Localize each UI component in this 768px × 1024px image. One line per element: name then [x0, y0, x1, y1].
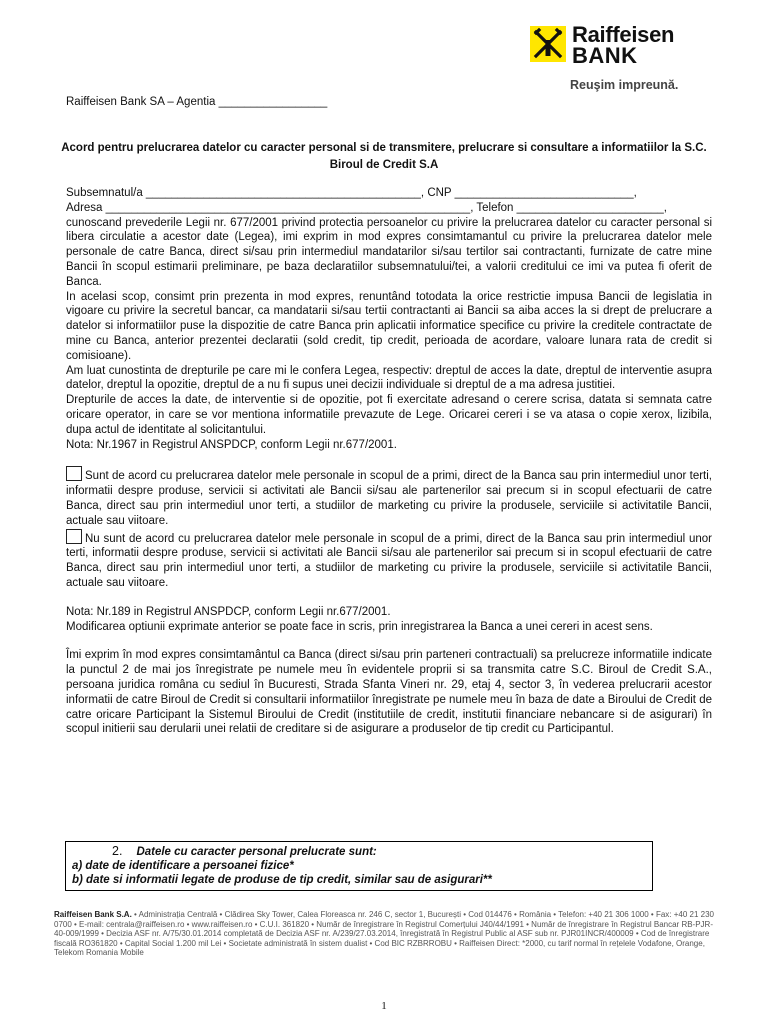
section-2-box [65, 841, 653, 891]
note-registry-1: Nota: Nr.1967 in Registrul ANSPDCP, conform Legii nr.677/2001. [66, 438, 397, 451]
agree-checkbox[interactable] [66, 466, 82, 481]
paragraph-credit-bureau: Îmi exprim în mod expres consimtamântul ca Banca (direct si/sau prin parteneri contractuali) sa prelucreze informatiile indicate la punctul 2 de mai jos înregistrate pe numele meu în evidentele proprii si sa transmita catre S.C. Biroul de Credit S.A., persoana juridica româna cu sediul în Bucuresti, Strada Sfanta Vineri nr. 29, etaj 4, sector 3, în vederea prelucrarii acestor informatii de catre Biroul de Credit si consultarii informatiilor înregistrate pe numele meu în baza de date a Biroului de Credit de catre oricare Participant la Sistemul Biroului de Credit (institutiile de credit, institutii financiare nebancare si de asigurari) în scopul initierii sau derularii unei relatii de creditare si de asigurare a produselor de tip credit cu Participantul. [66, 649, 712, 736]
document-body [66, 186, 712, 737]
paragraph-rights-exercise: Drepturile de acces la date, de interventie si de opozitie, pot fi exercitate adresand o cerere scrisa, datata si semnata catre oricare operator, in care se vor mentiona informatiile prevazute de Lege. Oricarei cereri i se va atasa o copie xerox, lizibila, dupa actul de identitate al solicitantului. [66, 394, 712, 436]
option-agree-text: Sunt de acord cu prelucrarea datelor mele personale in scopul de a primi, direct de la Banca sau prin intermediul unor terti, informatii despre produse, servicii si activitati ale Bancii si/sau ale partenerilor sai precum si in scopul efectuarii de catre Banca, direct sau prin intermediul unor terti, a studiilor de marketing cu privire la produsele, serviciile si activitatile Bancii, actuale sau viitoare. [66, 470, 712, 527]
raiffeisen-gable-cross-icon [530, 26, 566, 62]
paragraph-consent-law: cunoscand prevederile Legii nr. 677/2001 privind protectia persoanelor cu privire la prelucrarea datelor cu caracter personal si libera circulatie a acestor date (Legea), imi exprim in mod expres consimtamantul cu privire la prelucrarea datelor mele personale de catre Banca, direct si/sau prin intermediul mandatarilor si/sau tertilor sai contractanti, furnizate de catre mine Bancii în scopul estimarii preliminare, pe baza declaratiilor subsemnatului/tei, a valorii creditului ce imi va putea fi oferit de Banca. [66, 216, 712, 288]
section-number: 2. [112, 844, 123, 858]
option-disagree [66, 529, 712, 591]
document-title: Acord pentru prelucrarea datelor cu caracter personal si de transmitere, prelucrare si consultare a informatiilor la S.C. Biroul de Credit S.A [61, 142, 707, 171]
brand-name-line2: BANK [572, 43, 638, 68]
raiffeisen-logo [530, 22, 700, 102]
paragraph-modification: Modificarea optiunii exprimate anterior se poate face in scris, prin inregistrarea la Banca a unei cereri in acest sens. [66, 620, 653, 633]
brand-slogan: Reuşim impreună. [570, 78, 679, 92]
note-registry-2: Nota: Nr.189 in Registrul ANSPDCP, conform Legii nr.677/2001. [66, 605, 391, 618]
adresa-line: Adresa _________________________________________________________, Telefon _______________________, [66, 201, 667, 214]
footer-company: Raiffeisen Bank S.A. [54, 910, 132, 919]
paragraph-bank-secrecy: In acelasi scop, consimt prin prezenta in mod expres, renuntând totodata la orice restrictie impusa Bancii de legislatia in vigoare cu privire la secretul bancar, ca mandatarii si/sau tertii contractanti ai Bancii sa aiba acces la si drept de prelucrare a datelor si informatiilor puse la dispozitie de catre Banca prin aplicatii informatice specifice cu privire la creditele contractate de mine cu Banca, anterior prezentei declaratii (sold credit, tip credit, perioada de acordare, valoare lunara rata de credit si comisioane). [66, 290, 712, 362]
section-heading: Datele cu caracter personal prelucrate sunt: [136, 846, 377, 858]
subsemnatul-line: Subsemnatul/a ___________________________________________, CNP ____________________________, [66, 187, 637, 199]
section-item-a: a) date de identificare a persoanei fizice* [72, 860, 294, 872]
footer-text: • Administrația Centrală • Clădirea Sky Tower, Calea Floreasca nr. 246 C, sector 1, București • Cod 014476 • România • Telefon: +40 21 306 1000 • Fax: +40 21 230 0700 • E-mail: centrala@raiffeisen.ro • www.raiffeisen.ro • C.U.I. 361820 • Număr de înregistrare în Registrul Comerțului J40/44/1991 • Număr de înregistrare în Registrul Bancar RB-PJR-40-009/1999 • Decizia ASF nr. A/75/30.01.2014 completată de Decizia ASF nr. A/239/27.03.2014, înregistrată în Registrul Public al ASF sub nr. PJR01INCR/400009 • Cod de înregistrare fiscală RO361820 • Capital Social 1.200 mil Lei • Societate administrată în sistem dualist • Cod BIC RZBRROBU • Raiffeisen Direct: *2000, cu tarif normal în rețelele Vodafone, Orange, Telekom Romania Mobile [54, 910, 714, 958]
section-item-b: b) date si informatii legate de produse de tip credit, similar sau de asigurari** [72, 874, 492, 886]
brand-name-line1: Raiffeisen [572, 22, 675, 47]
paragraph-rights: Am luat cunostinta de drepturile pe care mi le confera Legea, respectiv: dreptul de acces la date, dreptul de interventie asupra datelor, dreptul la opozitie, dreptul de a nu fi supus unei decizii individuale si dreptul de a ma adresa justitiei. [66, 364, 712, 392]
agency-line: Raiffeisen Bank SA – Agentia _________________ [66, 96, 328, 108]
disagree-checkbox[interactable] [66, 529, 82, 544]
option-disagree-text: Nu sunt de acord cu prelucrarea datelor mele personale in scopul de a primi, direct de la Banca sau prin intermediul unor terti, informatii despre produse, servicii si activitati ale Bancii si/sau ale partenerilor sai precum si in scopul efectuarii de catre Banca, direct sau prin intermediul unor terti, a studiilor de marketing cu privire la produsele, serviciile si activitatile Bancii, actuale sau viitoare. [66, 532, 712, 589]
option-agree [66, 466, 712, 528]
footer-legal [54, 910, 714, 958]
page-number: 1 [381, 1000, 387, 1012]
